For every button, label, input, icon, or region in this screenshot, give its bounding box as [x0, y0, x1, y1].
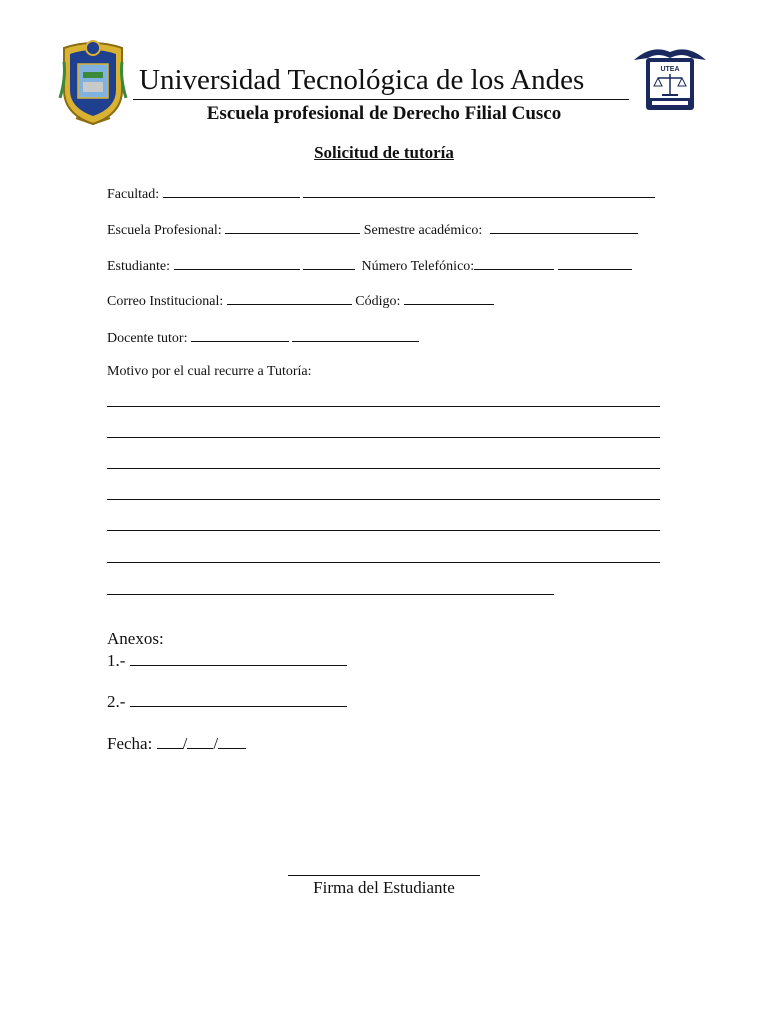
codigo-label: Código: — [355, 294, 401, 309]
anexo-row-1 — [107, 650, 347, 672]
semestre-label: Semestre académico: — [363, 223, 483, 238]
utea-logo-text: UTEA — [660, 66, 680, 73]
motivo-line[interactable] — [107, 530, 660, 531]
anexo-1-label: 1.- — [107, 651, 126, 670]
estudiante-row — [107, 254, 632, 277]
estudiante-label: Estudiante: — [107, 259, 170, 274]
facultad-blank-2[interactable] — [303, 182, 655, 198]
correo-blank[interactable] — [227, 289, 352, 305]
motivo-line[interactable] — [107, 562, 660, 563]
fecha-label: Fecha: — [107, 734, 153, 753]
school-name: Escuela profesional de Derecho Filial Cusco — [206, 103, 562, 124]
escuela-blank[interactable] — [225, 218, 360, 234]
signature-label: Firma del Estudiante — [313, 878, 455, 897]
anexo-row-2 — [107, 691, 347, 713]
document-title-text: Solicitud de tutoría — [314, 143, 454, 162]
university-name: Universidad Tecnológica de los Andes — [139, 64, 585, 96]
document-title — [0, 141, 768, 165]
facultad-label: Facultad: — [107, 187, 160, 202]
escuela-label: Escuela Profesional: — [107, 223, 222, 238]
docente-blank-1[interactable] — [191, 326, 289, 342]
motivo-label: Motivo por el cual recurre a Tutoría: — [107, 364, 312, 379]
telefono-blank-1[interactable] — [474, 254, 554, 270]
fecha-row — [107, 733, 246, 755]
escuela-row — [107, 218, 638, 241]
motivo-line[interactable] — [107, 594, 554, 595]
anexo-1-blank[interactable] — [130, 650, 347, 666]
fecha-year-blank[interactable] — [218, 733, 246, 749]
motivo-line[interactable] — [107, 499, 660, 500]
motivo-line[interactable] — [107, 406, 660, 407]
fecha-day-blank[interactable] — [157, 733, 183, 749]
signature-line[interactable] — [288, 875, 480, 876]
motivo-line[interactable] — [107, 437, 660, 438]
docente-label: Docente tutor: — [107, 331, 188, 346]
header-divider — [133, 99, 629, 100]
fecha-month-blank[interactable] — [187, 733, 213, 749]
docente-row — [107, 326, 419, 349]
fecha-slash-1: / — [182, 734, 188, 753]
facultad-row — [107, 182, 655, 205]
codigo-blank[interactable] — [404, 289, 494, 305]
anexo-2-label: 2.- — [107, 692, 126, 711]
anexo-2-blank[interactable] — [130, 691, 347, 707]
estudiante-blank-2[interactable] — [303, 254, 355, 270]
motivo-line[interactable] — [107, 468, 660, 469]
telefono-label: Número Telefónico: — [361, 259, 475, 274]
correo-label: Correo Institucional: — [107, 294, 224, 309]
telefono-blank-2[interactable] — [558, 254, 632, 270]
correo-row — [107, 289, 494, 312]
docente-blank-2[interactable] — [292, 326, 419, 342]
facultad-blank-1[interactable] — [163, 182, 300, 198]
fecha-slash-2: / — [213, 734, 219, 753]
estudiante-blank-1[interactable] — [174, 254, 300, 270]
semestre-blank[interactable] — [490, 218, 638, 234]
anexos-label: Anexos: — [107, 629, 164, 648]
